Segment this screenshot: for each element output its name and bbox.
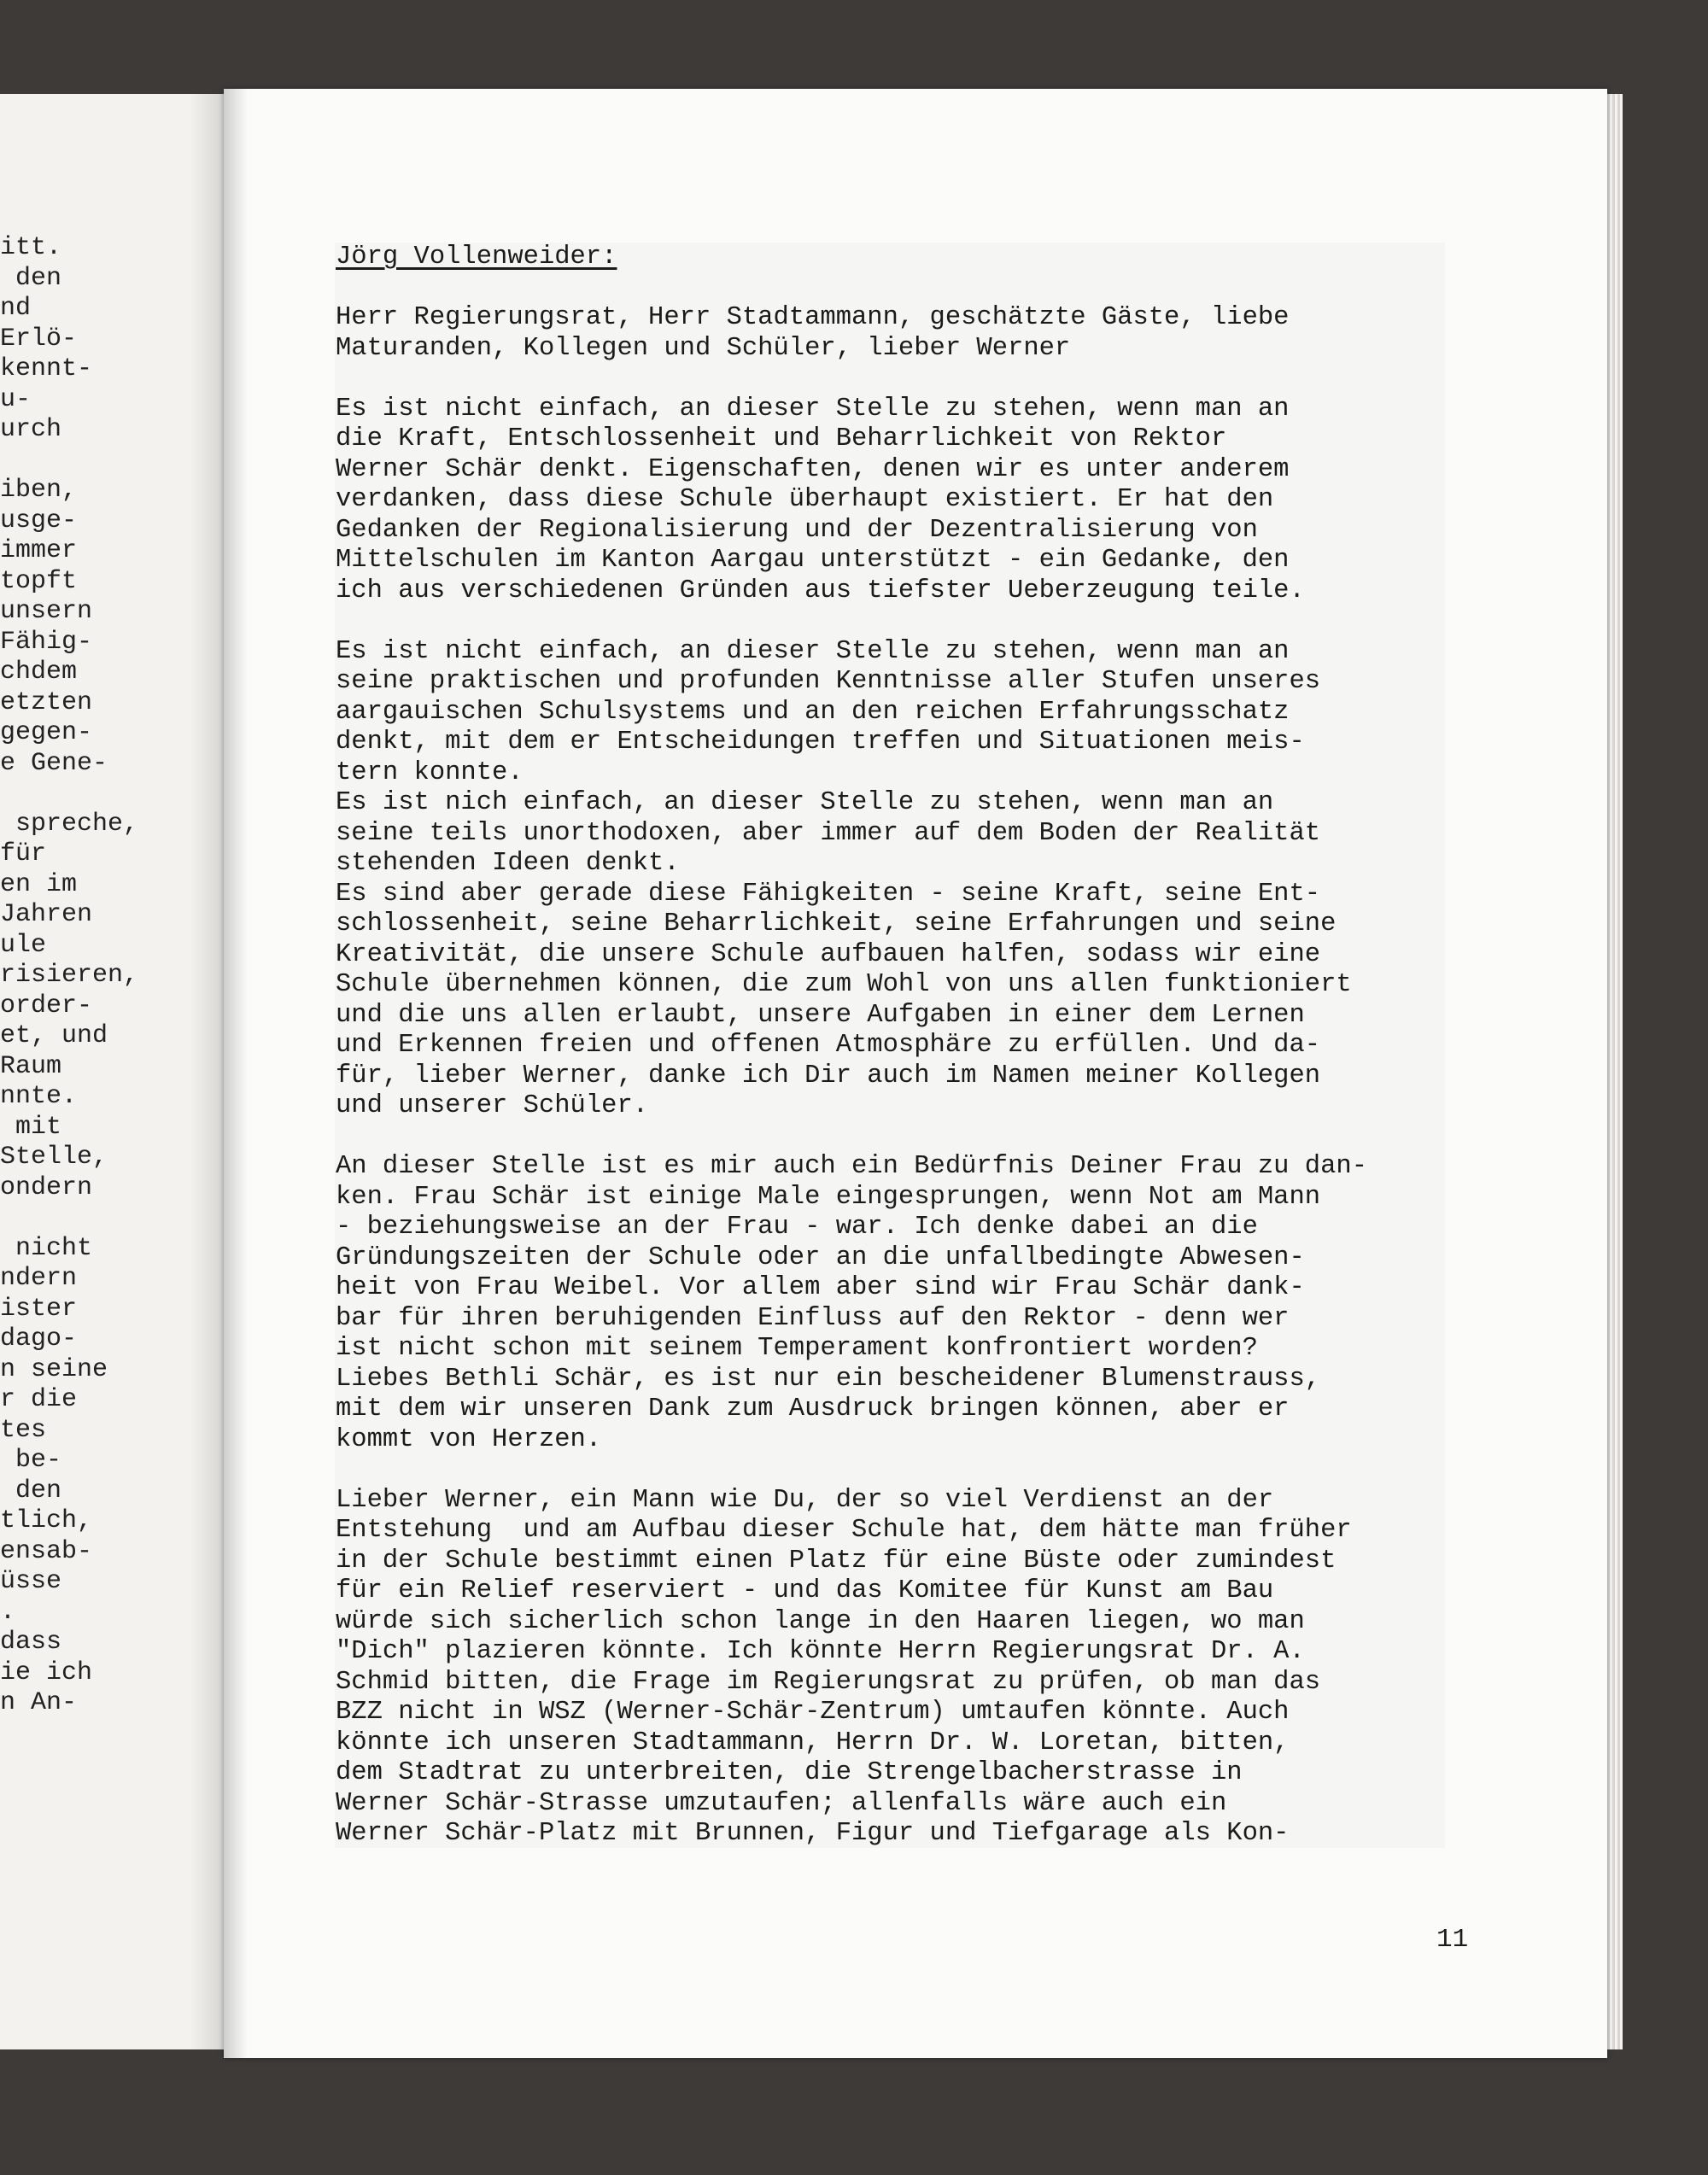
left-page-line: dago- — [0, 1324, 78, 1354]
text-line: verdanken, dass diese Schule überhaupt existiert. Er hat den — [336, 485, 1274, 514]
left-page-line: Stelle, — [0, 1143, 108, 1172]
left-page-line: spreche, — [0, 809, 139, 839]
text-line: ken. Frau Schär ist einige Male eingesprungen, wenn Not am Mann — [336, 1182, 1321, 1212]
left-page-line: Jahren — [0, 900, 93, 929]
paragraph — [336, 1486, 1548, 1850]
left-page-line: iben, — [0, 476, 78, 505]
text-line: seine praktischen und profunden Kenntnisse aller Stufen unseres — [336, 667, 1321, 696]
text-line: würde sich sicherlich schon lange in den Haaren liegen, wo man — [336, 1606, 1305, 1636]
text-line: stehenden Ideen denkt. — [336, 849, 680, 878]
text-line: seine teils unorthodoxen, aber immer auf dem Boden der Realität — [336, 818, 1321, 848]
text-line: Kreativität, die unsere Schule aufbauen halfen, sodass wir eine — [336, 939, 1321, 969]
left-page-line: be- — [0, 1446, 62, 1475]
text-line: und die uns allen erlaubt, unsere Aufgaben in einer dem Lernen — [336, 1000, 1305, 1030]
text-line: "Dich" plazieren könnte. Ich könnte Herrn Regierungsrat Dr. A. — [336, 1637, 1305, 1666]
text-line: Lieber Werner, ein Mann wie Du, der so viel Verdienst an der — [336, 1485, 1274, 1515]
text-line: und Erkennen freien und offenen Atmosphäre zu erfüllen. Und da- — [336, 1031, 1321, 1060]
left-page-line: Erlö- — [0, 324, 78, 354]
text-line: Werner Schär-Strasse umzutaufen; allenfalls wäre auch ein — [336, 1788, 1227, 1818]
left-page-line: chdem — [0, 658, 78, 687]
text-line: denkt, mit dem er Entscheidungen treffen und Situationen meis- — [336, 728, 1305, 757]
left-page-line: Fähig- — [0, 627, 93, 657]
left-page-line: e Gene- — [0, 748, 108, 778]
left-page-line: r die — [0, 1385, 78, 1414]
paragraph — [336, 637, 1548, 1122]
left-page-line: . — [0, 1597, 16, 1627]
text-line: dem Stadtrat zu unterbreiten, die Strengelbacherstrasse in — [336, 1758, 1243, 1787]
left-page-line: ister — [0, 1294, 78, 1324]
gutter-shadow — [190, 94, 224, 2049]
text-line: Werner Schär denkt. Eigenschaften, denen wir es unter anderem — [336, 454, 1290, 484]
left-page-line: ondern — [0, 1172, 93, 1202]
text-line: bar für ihren beruhigenden Einfluss auf den Rektor - denn wer — [336, 1303, 1290, 1333]
text-line: Es ist nicht einfach, an dieser Stelle zu stehen, wenn man an — [336, 394, 1290, 424]
text-line: für, lieber Werner, danke ich Dir auch im Namen meiner Kollegen — [336, 1061, 1321, 1090]
text-line: und unserer Schüler. — [336, 1091, 649, 1120]
left-page-line: tes — [0, 1415, 47, 1445]
text-line: Herr Regierungsrat, Herr Stadtammann, geschätzte Gäste, liebe — [336, 303, 1290, 332]
page-number: 11 — [1436, 1925, 1469, 1955]
left-page-line: nnte. — [0, 1082, 78, 1111]
paragraphs — [336, 303, 1548, 1850]
left-page-line: den — [0, 263, 62, 293]
left-page-line: n An- — [0, 1688, 78, 1717]
text-line: die Kraft, Entschlossenheit und Beharrlichkeit von Rektor — [336, 424, 1227, 453]
left-page-line: nd — [0, 294, 32, 323]
right-page — [224, 89, 1607, 2058]
text-line: Gedanken der Regionalisierung und der Dezentralisierung von — [336, 515, 1258, 545]
left-page-line: en im — [0, 869, 78, 899]
text-line: Es ist nicht einfach, an dieser Stelle zu stehen, wenn man an — [336, 636, 1290, 666]
left-page-line: Raum — [0, 1051, 62, 1081]
text-line: Es ist nich einfach, an dieser Stelle zu stehen, wenn man an — [336, 788, 1274, 817]
text-line: Schule übernehmen können, die zum Wohl von uns allen funktioniert — [336, 970, 1352, 999]
text-line: Liebes Bethli Schär, es ist nur ein bescheidener Blumenstrauss, — [336, 1364, 1321, 1394]
paragraph — [336, 395, 1548, 607]
text-line: BZZ nicht in WSZ (Werner-Schär-Zentrum) umtaufen könnte. Auch — [336, 1698, 1290, 1727]
text-line: in der Schule bestimmt einen Platz für eine Büste oder zumindest — [336, 1546, 1337, 1576]
text-line: schlossenheit, seine Beharrlichkeit, seine Erfahrungen und seine — [336, 909, 1337, 938]
left-page-line: den — [0, 1476, 62, 1506]
text-line: könnte ich unseren Stadtammann, Herrn Dr. W. Loretan, bitten, — [336, 1728, 1290, 1757]
right-gutter-shadow — [224, 89, 248, 2058]
left-page-line: urch — [0, 415, 62, 444]
text-line: Schmid bitten, die Frage im Regierungsrat zu prüfen, ob man das — [336, 1667, 1321, 1697]
left-page-line: risieren, — [0, 961, 139, 990]
paragraph — [336, 1152, 1548, 1455]
left-page-line: nicht — [0, 1233, 93, 1263]
left-page-line: n seine — [0, 1354, 108, 1384]
left-page-line: topft — [0, 566, 78, 596]
text-line: mit dem wir unseren Dank zum Ausdruck bringen können, aber er — [336, 1394, 1290, 1424]
left-page-line: kennt- — [0, 354, 93, 383]
left-page-line: mit — [0, 1112, 62, 1142]
text-line: Maturanden, Kollegen und Schüler, lieber Werner — [336, 333, 1071, 363]
left-page-line: u- — [0, 384, 32, 414]
text-line: Werner Schär-Platz mit Brunnen, Figur und Tiefgarage als Kon- — [336, 1819, 1290, 1848]
left-page-line: immer — [0, 536, 78, 565]
left-page-line: ie ich — [0, 1658, 93, 1687]
text-line: heit von Frau Weibel. Vor allem aber sind wir Frau Schär dank- — [336, 1273, 1305, 1302]
left-page-line: et, und — [0, 1021, 108, 1050]
text-line: ich aus verschiedenen Gründen aus tiefster Ueberzeugung teile. — [336, 576, 1305, 605]
left-page-line: itt. — [0, 233, 62, 262]
text-line: für ein Relief reserviert - und das Komitee für Kunst am Bau — [336, 1576, 1274, 1605]
left-page-line: ule — [0, 930, 47, 960]
left-page — [0, 94, 224, 2049]
left-page-line: usge- — [0, 506, 78, 535]
left-page-line: ensab- — [0, 1536, 93, 1566]
left-page-line: dass — [0, 1628, 62, 1657]
text-line: tern konnte. — [336, 757, 524, 787]
left-page-line: ndern — [0, 1264, 78, 1293]
text-line: Entstehung und am Aufbau dieser Schule hat, dem hätte man früher — [336, 1516, 1352, 1545]
left-page-line: tlich, — [0, 1506, 93, 1535]
text-line: ist nicht schon mit seinem Temperament konfrontiert worden? — [336, 1334, 1258, 1363]
text-line: Es sind aber gerade diese Fähigkeiten - seine Kraft, seine Ent- — [336, 879, 1321, 909]
speaker-heading: Jörg Vollenweider: — [336, 243, 617, 272]
left-page-line: für — [0, 839, 47, 868]
left-page-line: gegen- — [0, 718, 93, 747]
text-line: Mittelschulen im Kanton Aargau unterstützt - ein Gedanke, den — [336, 546, 1290, 575]
text-line: - beziehungsweise an der Frau - war. Ich denke dabei an die — [336, 1213, 1258, 1242]
left-page-line: üsse — [0, 1567, 62, 1596]
left-page-line: etzten — [0, 687, 93, 717]
paragraph — [336, 303, 1548, 364]
speech-text — [336, 243, 1548, 1880]
left-page-line: unsern — [0, 597, 93, 626]
text-line: An dieser Stelle ist es mir auch ein Bedürfnis Deiner Frau zu dan- — [336, 1152, 1367, 1181]
text-line: aargauischen Schulsystems und an den reichen Erfahrungsschatz — [336, 697, 1290, 727]
text-line: Gründungszeiten der Schule oder an die unfallbedingte Abwesen- — [336, 1242, 1305, 1272]
left-page-line: order- — [0, 991, 93, 1020]
text-line: kommt von Herzen. — [336, 1424, 602, 1454]
